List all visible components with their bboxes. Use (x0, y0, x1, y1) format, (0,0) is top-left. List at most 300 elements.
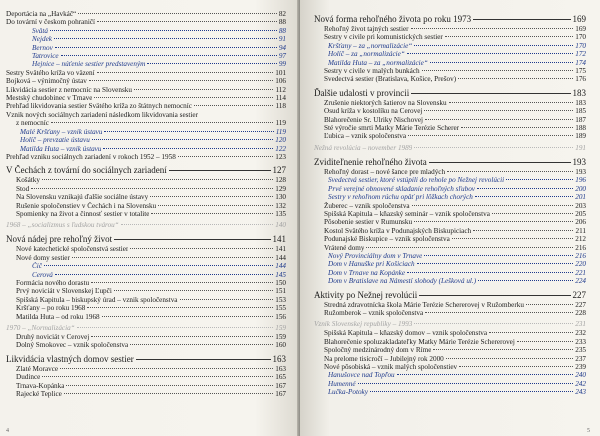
dot-leader (97, 72, 274, 73)
toc-entry (314, 202, 586, 210)
dot-leader (414, 45, 573, 46)
toc-period-heading (314, 320, 586, 329)
dot-leader (425, 312, 573, 313)
toc-page-number: 123 (275, 152, 286, 161)
toc-page-number: 172 (575, 50, 586, 59)
toc-page-number: 144 (275, 262, 286, 271)
dot-leader (414, 323, 573, 324)
dot-leader (459, 366, 573, 367)
toc-page-number: 183 (572, 87, 586, 98)
dot-leader (103, 148, 273, 149)
toc-entry (314, 371, 586, 379)
toc-page-number: 140 (275, 221, 286, 230)
toc-entry (314, 176, 586, 184)
toc-entry (6, 245, 286, 253)
toc-page-number: 156 (275, 312, 286, 321)
dot-leader (77, 327, 274, 328)
dot-leader (114, 239, 270, 240)
toc-page-number: 169 (572, 14, 586, 24)
toc-page-number: 106 (275, 77, 286, 86)
dot-leader (411, 28, 574, 29)
dot-leader (452, 238, 573, 239)
toc-entry-title: Druhý noviciát v Cerovej (16, 333, 90, 341)
toc-entry (6, 86, 286, 94)
toc-page-number: 153 (275, 295, 286, 304)
toc-entry (6, 128, 286, 136)
toc-page-number: 239 (575, 363, 586, 371)
toc-entry-title: Prehľad likvidovania sestier Svätého kríža zo štátnych nemocníc (6, 102, 192, 111)
dot-leader (429, 162, 571, 163)
toc-entry-title: Rehoľný dorast – nové šance pre mladých (324, 167, 446, 176)
toc-page-number: 220 (575, 260, 586, 269)
toc-entry (6, 365, 286, 373)
dot-leader (194, 105, 274, 106)
dot-leader (89, 80, 273, 81)
toc-page-number: 188 (575, 124, 586, 133)
dot-leader (78, 13, 277, 14)
toc-entry (314, 185, 586, 193)
toc-entry-title: z nemocníc (16, 119, 49, 128)
dot-leader (147, 63, 276, 64)
toc-period-heading (6, 324, 286, 333)
toc-page-number: 128 (275, 176, 286, 185)
toc-entry (314, 380, 586, 388)
toc-right-page (300, 0, 600, 436)
toc-entry (6, 10, 286, 18)
toc-page-number: 119 (275, 127, 286, 136)
toc-entry (6, 102, 286, 110)
dot-leader (121, 224, 273, 225)
toc-page-number: 193 (575, 167, 586, 176)
toc-entry (6, 341, 286, 349)
dot-leader (64, 393, 273, 394)
toc-entry (6, 18, 286, 26)
toc-page-number: 82 (278, 10, 286, 18)
toc-entry-title: V Čechách z tovární do sociálnych zariadení (6, 165, 167, 176)
toc-page-number: 176 (575, 75, 586, 84)
toc-entry-title: Blahorečenie Sr. Ulriky Nischovej (324, 115, 424, 124)
toc-entry-title: Sestry v rehoľnom rúchu opäť pri lôžkach chorých (328, 193, 473, 202)
toc-entry (6, 119, 286, 127)
toc-entry (314, 329, 586, 337)
toc-entry-title: Sestry v civile v malých bunkách (324, 67, 420, 76)
toc-page-number: 228 (575, 308, 586, 317)
dot-leader (51, 122, 274, 123)
dot-leader (424, 110, 573, 111)
toc-page-number: 163 (275, 364, 286, 373)
toc-entry-title: Ďalšie udalosti v provincii (314, 87, 410, 98)
dot-leader (433, 349, 573, 350)
toc-entry (314, 218, 586, 226)
toc-page-number: 150 (275, 278, 286, 287)
toc-page-number: 216 (575, 251, 586, 260)
dot-leader (517, 341, 573, 342)
toc-page-number: 212 (575, 235, 586, 244)
dot-leader (91, 282, 273, 283)
dot-leader (91, 336, 273, 337)
toc-page-number: 240 (575, 371, 586, 380)
toc-entry-title: Rajecké Teplice (16, 390, 62, 399)
toc-entry (6, 304, 286, 312)
dot-leader (87, 307, 273, 308)
dot-leader (54, 38, 277, 39)
toc-page-number: 159 (275, 333, 286, 341)
toc-entry (314, 25, 586, 33)
toc-entry (6, 390, 286, 398)
dot-leader (55, 47, 277, 48)
dot-leader (66, 385, 273, 386)
toc-page-number: 227 (572, 289, 586, 300)
toc-entry-title: Nová forma rehoľného života po roku 1973 (314, 14, 472, 24)
toc-entry-title: Prvé verejné obnovené skladanie rehoľných sľubov (328, 184, 475, 193)
toc-entry-title: Formácia nového dorastu (16, 278, 90, 287)
toc-entry-title: Holíč – za „normalizácie“ (328, 50, 405, 59)
dot-leader (94, 97, 273, 98)
toc-entry (314, 99, 586, 107)
toc-page-number: 127 (272, 165, 286, 176)
toc-page-number: 227 (575, 300, 586, 309)
toc-entry (314, 346, 586, 354)
toc-entry-title: Likvidácia vlastných domov sestier (6, 353, 134, 364)
toc-entry-title: Na prelome tisícročí – Jubilejný rok 2000 (324, 354, 444, 363)
toc-entry (6, 77, 286, 85)
toc-entry-title: Nejdek (32, 35, 52, 44)
toc-page-number: 114 (275, 94, 286, 103)
toc-entry (314, 132, 586, 140)
toc-page-number: 99 (278, 60, 286, 69)
toc-page-number: 170 (575, 41, 586, 50)
toc-entry (6, 60, 286, 68)
dot-leader (526, 304, 573, 305)
toc-entry-title: Ružomberok – vznik spoločenstva (324, 308, 424, 317)
toc-entry (314, 210, 586, 218)
dot-leader (150, 196, 273, 197)
toc-page-number: 211 (575, 226, 586, 235)
dot-leader (61, 55, 277, 56)
toc-entry-title: Spomienky na život a činnosť sestier v totalite (16, 209, 150, 218)
dot-leader (425, 119, 573, 120)
toc-entry-title: Na Slovensku vznikajú ďalšie sociálne ústavy (16, 193, 149, 202)
toc-entry-title: Košátky (16, 176, 40, 185)
toc-entry (6, 210, 286, 218)
toc-entry-title: Nežná revolúcia – november 1989 (314, 143, 413, 152)
toc-entry (6, 313, 286, 321)
dot-leader (447, 171, 573, 172)
toc-page-number: 155 (275, 304, 286, 313)
toc-entry-title: Prehľad vzniku sociálnych zariadení v rokoch 1952 – 1958 (6, 152, 176, 161)
toc-entry-title: Sestry v civile pri komunistických sestier (324, 33, 443, 42)
toc-entry (6, 271, 286, 279)
toc-entry (314, 107, 586, 115)
toc-entry (6, 27, 286, 35)
toc-page-number: 144 (275, 253, 286, 262)
dot-leader (506, 179, 573, 180)
page-number-left: 4 (6, 428, 9, 434)
toc-entry-title: Vznik nových sociálnych zariadení následkom likvidovania sestier (6, 110, 199, 119)
toc-entry-title: Vrátené domy (324, 243, 365, 252)
toc-entry (314, 355, 586, 363)
toc-entry (6, 333, 286, 341)
toc-page-number: 235 (575, 346, 586, 355)
toc-page-number: 118 (275, 102, 286, 111)
toc-section-heading (6, 354, 286, 365)
toc-page-number: 174 (575, 58, 586, 67)
dot-leader (407, 272, 573, 273)
toc-entry (314, 235, 586, 243)
toc-page-number: 165 (275, 373, 286, 382)
toc-section-heading (314, 290, 586, 301)
toc-entry (314, 168, 586, 176)
toc-entry-title: Nový Provinciálny dom v Trnave (328, 251, 423, 260)
dot-leader (473, 230, 573, 231)
toc-entry-title: Spišská Kapitula – kňazský seminár – vznik spoločenstva (324, 209, 490, 218)
toc-entry (6, 153, 286, 161)
toc-entry (314, 338, 586, 346)
dot-leader (489, 332, 573, 333)
dot-leader (60, 368, 273, 369)
dot-leader (31, 188, 273, 189)
toc-entry (314, 309, 586, 317)
toc-page-number: 200 (575, 184, 586, 193)
toc-page-number: 141 (272, 234, 286, 245)
toc-entry (314, 244, 586, 252)
toc-entry (314, 269, 586, 277)
dot-leader (114, 290, 273, 291)
dot-leader (42, 376, 273, 377)
toc-page-number: 141 (275, 245, 286, 254)
toc-page-number: 122 (275, 144, 286, 153)
toc-entry-title: Hejnice – núťenie sestier predstaveným (32, 60, 146, 69)
toc-page-number: 185 (575, 107, 586, 116)
dot-leader (492, 213, 573, 214)
toc-page-number: 169 (575, 25, 586, 33)
dot-leader (414, 147, 573, 148)
toc-entry-title: Stod (16, 184, 30, 193)
dot-leader (449, 102, 574, 103)
toc-entry-title: Svedectvá sestier, ktoré vstúpili do rehole po Nežnej revolúcii (328, 176, 505, 185)
toc-entry-title: Cerová (32, 270, 53, 279)
toc-entry (314, 33, 586, 41)
dot-leader (408, 135, 573, 136)
toc-page-number: 242 (575, 379, 586, 388)
toc-entry (6, 287, 286, 295)
toc-section-heading (314, 157, 586, 168)
toc-page-number: 88 (278, 26, 286, 35)
dot-leader (458, 78, 573, 79)
toc-entry-title: Blahorečenie spoluzakladateľky Matky Márie Terézie Schererovej (324, 337, 515, 346)
toc-period-heading (314, 144, 586, 153)
toc-entry-title: Svätá (32, 26, 48, 35)
toc-entry-title: Lučka-Potoky (328, 388, 368, 397)
toc-page-number: 203 (575, 201, 586, 210)
toc-entry-title: Tatrovice (32, 52, 59, 61)
toc-entry-title: Vznik Slovenskej republiky – 1993 (314, 320, 413, 329)
toc-entry-title: Dom v Hanuške pri Košiciach (328, 260, 415, 269)
dot-leader (130, 344, 273, 345)
toc-page-number: 201 (575, 193, 586, 202)
toc-entry (6, 254, 286, 262)
toc-section-heading (6, 234, 286, 245)
toc-entry-title: Osud kríža v kostolíku na Cerovej (324, 107, 423, 116)
toc-page-number: 175 (575, 67, 586, 76)
toc-entry (314, 59, 586, 67)
dot-leader (397, 374, 574, 375)
toc-page-number: 97 (278, 52, 286, 61)
toc-entry (314, 277, 586, 285)
toc-entry (314, 260, 586, 268)
dot-leader (407, 53, 573, 54)
toc-entry-title: Zviditeľnenie rehoľného života (314, 156, 427, 167)
toc-entry (6, 296, 286, 304)
toc-entry (314, 67, 586, 75)
toc-entry-title: Stredná zdravotnícka škola Márie Terézie Schererovej v Ružomberku (324, 300, 524, 309)
toc-entry-title: Aktivity po Nežnej revolúcii (314, 289, 418, 300)
toc-entry (6, 193, 286, 201)
toc-entry-title: Do tovární v českom pohraničí (6, 18, 96, 27)
dot-leader (412, 205, 574, 206)
dot-leader (72, 257, 273, 258)
toc-page-number: 196 (575, 176, 586, 185)
toc-page-number: 167 (275, 390, 286, 399)
toc-page-number: 232 (575, 329, 586, 338)
toc-page-number: 233 (575, 337, 586, 346)
toc-entry (6, 262, 286, 270)
dot-leader (104, 131, 273, 132)
toc-entry (314, 301, 586, 309)
toc-section-heading (6, 165, 286, 176)
dot-leader (422, 70, 574, 71)
toc-page-number: 183 (575, 98, 586, 107)
toc-page-number: 91 (278, 35, 286, 44)
toc-entry-title: Podunajské Biskupice – vznik spoločenstva (324, 235, 450, 244)
toc-entry-title: Ľubica – vznik spoločenstva (324, 132, 407, 141)
toc-entry-title: Nové katechetické spoločenstvá sestier (16, 245, 129, 254)
toc-entry (6, 176, 286, 184)
toc-entry-title: Rehoľný život tajných sestier (324, 25, 409, 33)
dot-leader (136, 359, 271, 360)
toc-entry (314, 50, 586, 58)
dot-leader (461, 127, 573, 128)
dot-leader (358, 383, 574, 384)
toc-entry (6, 136, 286, 144)
toc-page-number: 101 (275, 68, 286, 77)
toc-entry (6, 185, 286, 193)
toc-page-number: 112 (275, 85, 286, 94)
toc-entry (314, 227, 586, 235)
toc-page-number: 189 (575, 132, 586, 141)
dot-leader (446, 358, 573, 359)
toc-entry-title: Žuberec – vznik spoločenstva (324, 201, 410, 210)
toc-page-number: 191 (575, 143, 586, 152)
toc-entry (314, 124, 586, 132)
dot-leader (97, 21, 277, 22)
dot-leader (134, 89, 274, 90)
toc-entry-title: Deportácia na „Havkáč“ (6, 10, 77, 18)
dot-leader (42, 179, 273, 180)
toc-entry-title: Sté výročie smrti Matky Márie Terézie Scherer (324, 124, 460, 133)
toc-entry (6, 202, 286, 210)
toc-page-number: 243 (575, 388, 586, 397)
toc-entry-title: Dom v Trnave na Kopánke (328, 268, 406, 277)
toc-entry (6, 373, 286, 381)
toc-entry-title: Spišská Kapitula – kňazský domov – vznik spoločenstva (324, 329, 488, 338)
toc-page-number: 163 (272, 353, 286, 364)
dot-leader (370, 391, 573, 392)
toc-page-number: 119 (275, 119, 286, 128)
toc-entry-title: Dom v Bratislave na Námestí slobody (Lešková ul.) (328, 277, 477, 286)
dot-leader (102, 316, 274, 317)
toc-entry-title: Kršťany – za „normalizácie“ (328, 41, 413, 50)
dot-leader (430, 62, 573, 63)
toc-entry-title: Matilda Huta – za „normalizácie“ (328, 58, 428, 67)
toc-entry (6, 52, 286, 60)
toc-page-number: 159 (275, 324, 286, 332)
toc-page-number: 237 (575, 354, 586, 363)
toc-section-heading (314, 14, 586, 25)
toc-entry-title: Spoločný medzinárodný dom v Ríme (324, 346, 432, 355)
dot-leader (180, 299, 274, 300)
dot-leader (424, 255, 573, 256)
toc-page-number: 206 (575, 218, 586, 227)
dot-leader (475, 196, 573, 197)
toc-page-number: 193 (572, 156, 586, 167)
toc-entry-title: Nová nádej pre rehoľný život (6, 234, 113, 245)
toc-page-number: 224 (575, 277, 586, 286)
toc-entry (6, 279, 286, 287)
toc-entry-title: Zlaté Moravce (16, 364, 59, 373)
toc-entry (6, 94, 286, 102)
toc-page-number: 151 (275, 287, 286, 296)
toc-page-number: 145 (275, 270, 286, 279)
dot-leader (130, 248, 273, 249)
toc-entry (314, 193, 586, 201)
toc-entry-title: Prvý noviciát v Slovenskej Ľupči (16, 287, 112, 296)
dot-leader (414, 221, 573, 222)
dot-leader (55, 274, 273, 275)
dot-leader (419, 295, 570, 296)
toc-page-number: 231 (575, 320, 586, 329)
dot-leader (178, 156, 273, 157)
toc-entry-title: Bojková – výnimočný ústav (6, 77, 87, 86)
toc-entry-title: Likvidácia sestier z nemocníc na Slovensku (6, 85, 132, 94)
toc-page-number: 160 (275, 341, 286, 350)
toc-period-heading (6, 221, 286, 230)
toc-entry (6, 69, 286, 77)
toc-entry (6, 111, 286, 119)
toc-entry-title: Kostol Svätého kríža v Podunajských Biskupiciach (324, 226, 472, 235)
toc-entry (314, 252, 586, 260)
toc-entry-title: Pôsobenie sestier v Rumunsku (324, 218, 413, 227)
dot-leader (478, 280, 573, 281)
dot-leader (473, 19, 570, 20)
dot-leader (50, 30, 277, 31)
toc-page-number: 88 (278, 18, 286, 27)
toc-entry-title: Svedectvá sestier (Bratislava, Košice, Prešov) (324, 75, 457, 84)
toc-entry-title: Dudince (16, 373, 41, 382)
toc-entry-title: Zrušenie niektorých šatierov na Slovensku (324, 98, 447, 107)
dot-leader (169, 170, 271, 171)
toc-page-number: 130 (275, 193, 286, 202)
toc-entry-title: Čič (32, 262, 42, 271)
dot-leader (417, 263, 574, 264)
dot-leader (477, 188, 573, 189)
toc-entry-title: Kršťany – po roku 1968 (16, 304, 86, 313)
toc-entry-title: 1968 – „socializmus s ľudskou tvárou“ (6, 221, 119, 230)
toc-entry (314, 42, 586, 50)
toc-page-number: 187 (575, 115, 586, 124)
toc-entry (6, 44, 286, 52)
toc-entry-title: Nové pôsobiská – vznik malých spoločenstiev (324, 363, 458, 371)
